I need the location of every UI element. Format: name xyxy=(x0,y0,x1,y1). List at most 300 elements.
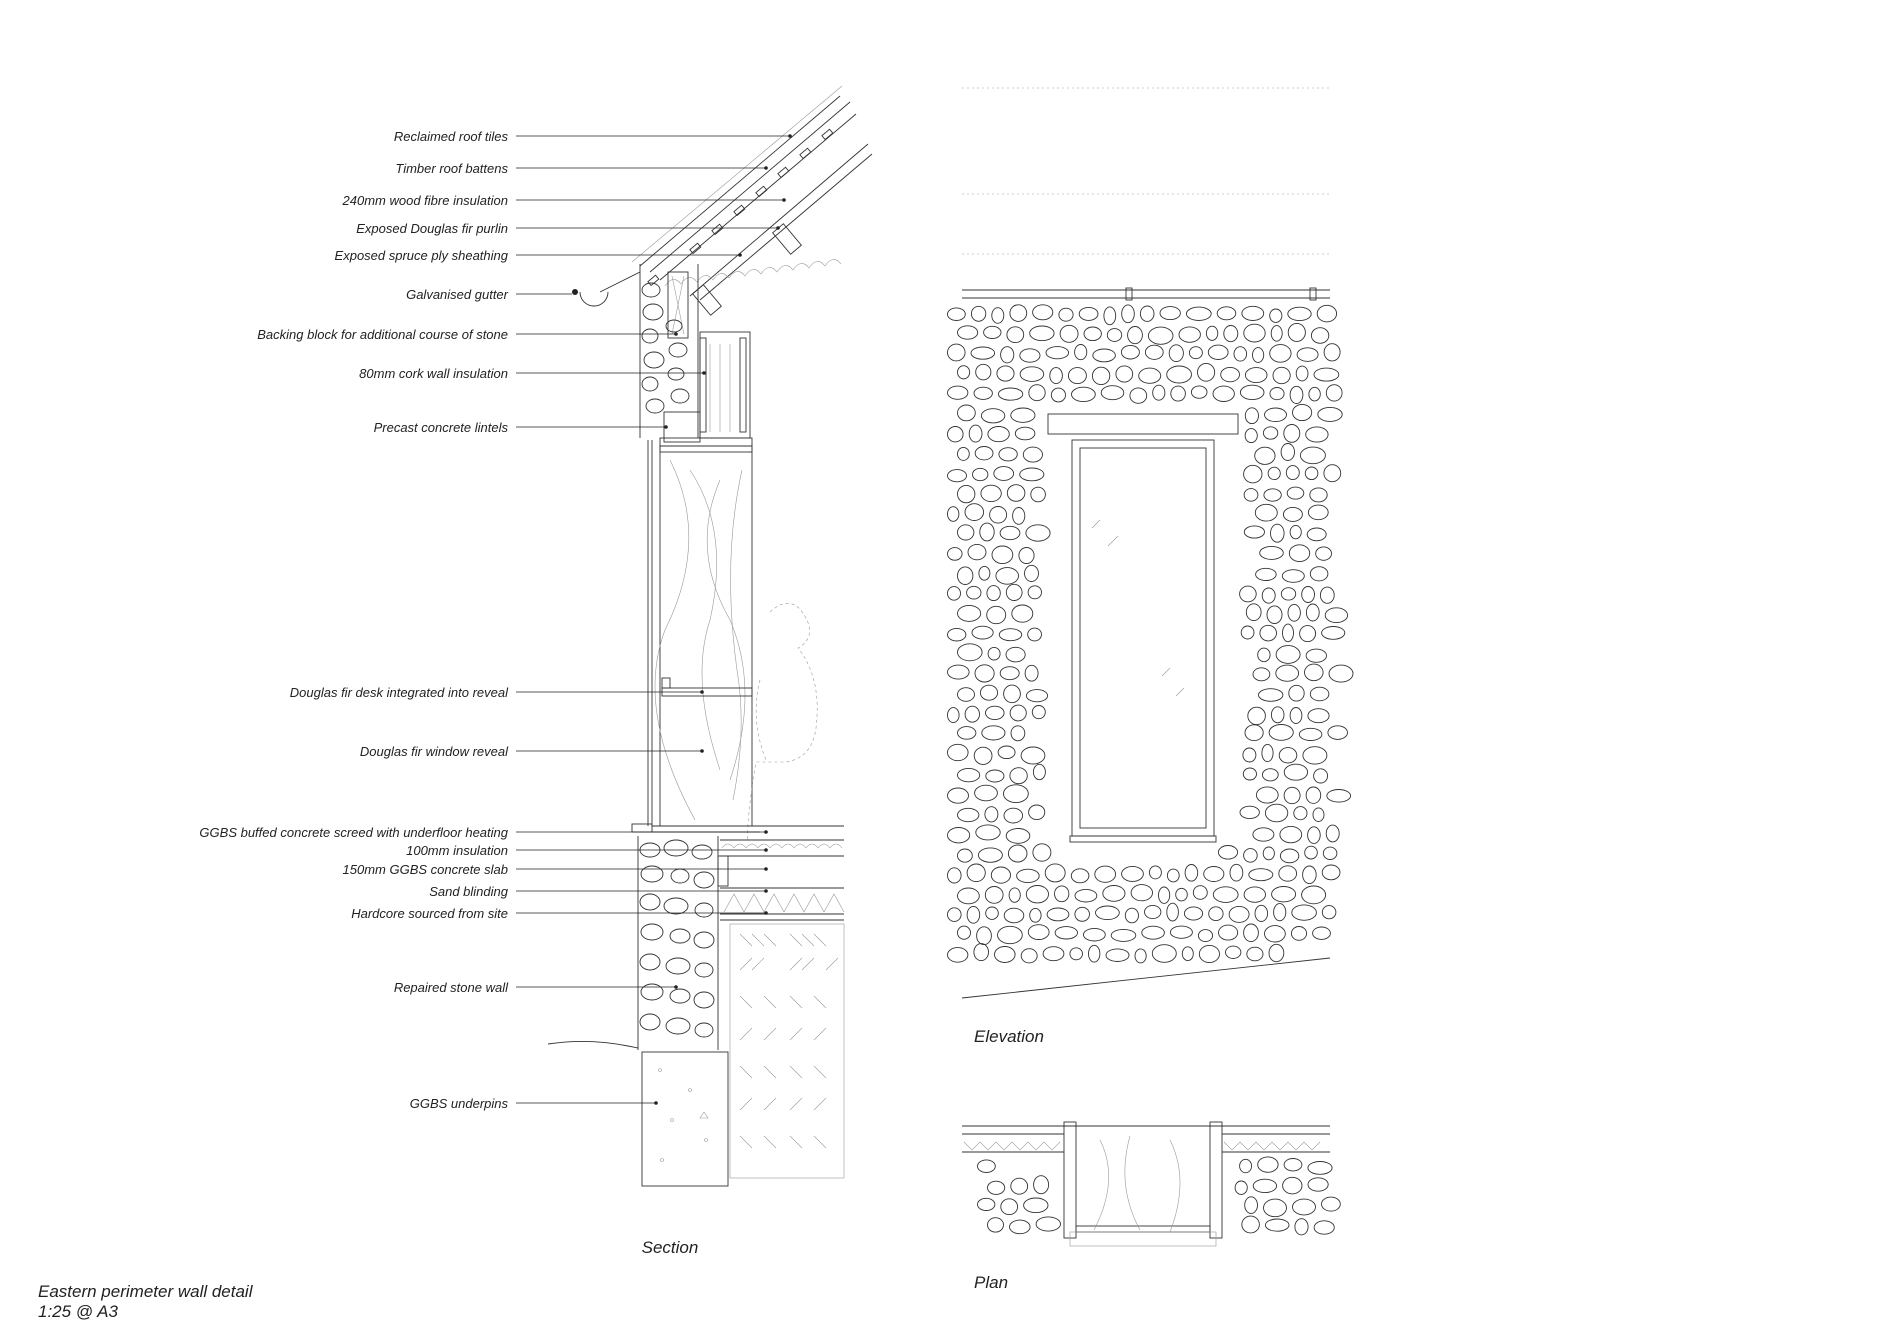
stone xyxy=(1276,665,1299,681)
stone xyxy=(990,507,1007,524)
stone xyxy=(958,405,976,421)
stone xyxy=(1104,307,1116,325)
stone xyxy=(1322,865,1340,880)
label-ply-sheathing: Exposed spruce ply sheathing xyxy=(334,248,508,263)
stone xyxy=(1004,808,1023,823)
stone xyxy=(1314,368,1339,381)
stone xyxy=(948,344,966,361)
stone xyxy=(974,387,992,399)
stone xyxy=(965,504,984,521)
stone xyxy=(1221,367,1240,381)
stone xyxy=(1070,948,1083,960)
stone xyxy=(1313,927,1331,939)
stone xyxy=(1272,887,1296,902)
stone xyxy=(1245,725,1263,741)
stone xyxy=(1292,905,1317,920)
label-backing-block: Backing block for additional course of stone xyxy=(257,327,508,342)
stone xyxy=(1299,728,1322,740)
label-sand-blinding: Sand blinding xyxy=(429,884,508,899)
stone xyxy=(984,326,1001,338)
stone xyxy=(987,586,1000,601)
stone xyxy=(948,427,964,442)
section-stone-wall-lower xyxy=(638,836,718,1050)
stone xyxy=(1006,829,1030,844)
stone xyxy=(1179,327,1200,342)
elevation-ground-line xyxy=(962,958,1330,998)
stone xyxy=(1170,926,1192,938)
stone xyxy=(958,808,979,821)
stone xyxy=(1286,466,1299,480)
stone xyxy=(1240,586,1257,602)
stone xyxy=(1289,545,1309,562)
stone xyxy=(1021,949,1037,963)
stone xyxy=(1111,929,1136,941)
stone xyxy=(1142,926,1165,939)
stone xyxy=(1244,324,1265,342)
stone xyxy=(1107,329,1121,342)
stone xyxy=(1071,869,1089,883)
label-purlin: Exposed Douglas fir purlin xyxy=(356,221,508,236)
stone xyxy=(1055,927,1077,939)
stone xyxy=(1253,348,1264,363)
stone xyxy=(988,427,1009,442)
stone xyxy=(965,706,979,722)
stone xyxy=(1323,847,1337,859)
stone xyxy=(992,546,1013,564)
stone xyxy=(1122,866,1144,881)
stone xyxy=(978,1160,996,1173)
stone xyxy=(1072,387,1096,401)
stone xyxy=(1240,385,1264,399)
stone xyxy=(974,944,989,961)
stone xyxy=(1159,887,1170,903)
stone xyxy=(1012,605,1033,622)
roof-buildup xyxy=(572,86,872,315)
stone xyxy=(978,1198,995,1210)
stone xyxy=(1169,345,1183,362)
stone xyxy=(1242,1216,1260,1233)
stone xyxy=(1320,587,1334,603)
stone xyxy=(1260,625,1277,641)
stone xyxy=(1310,687,1329,701)
stone xyxy=(1028,925,1049,940)
stone xyxy=(1122,305,1135,323)
stone xyxy=(1322,627,1345,640)
stone xyxy=(948,587,961,601)
stone xyxy=(1310,567,1328,581)
stone xyxy=(1284,787,1300,803)
stone xyxy=(948,908,962,922)
stone xyxy=(985,887,1003,904)
stone xyxy=(1160,307,1180,320)
stone xyxy=(1280,826,1302,842)
stone xyxy=(1263,847,1274,860)
stone xyxy=(1235,1181,1247,1194)
stone xyxy=(1033,764,1045,779)
stone xyxy=(1247,947,1263,961)
stone xyxy=(1269,944,1284,961)
stone xyxy=(1274,904,1286,921)
stone xyxy=(958,366,970,379)
stone xyxy=(969,425,982,442)
stone xyxy=(948,308,966,321)
stone xyxy=(1241,626,1254,639)
stone xyxy=(968,544,986,559)
stone xyxy=(1314,769,1328,783)
stone xyxy=(1253,828,1274,841)
stone xyxy=(948,868,962,883)
stone xyxy=(1288,323,1305,341)
stone xyxy=(1167,366,1192,383)
stone xyxy=(1007,485,1025,502)
stone xyxy=(1259,689,1283,702)
stone xyxy=(1318,407,1342,421)
stone xyxy=(1262,588,1275,603)
stone xyxy=(1288,604,1300,621)
stone xyxy=(1313,808,1324,822)
stone xyxy=(1176,888,1188,901)
stone xyxy=(1234,347,1247,361)
stone xyxy=(1004,908,1024,923)
stone xyxy=(1283,507,1302,521)
stone xyxy=(1265,804,1287,822)
stone xyxy=(1033,305,1053,320)
stone xyxy=(1145,345,1163,359)
stone xyxy=(1059,308,1073,321)
stone xyxy=(1219,925,1238,940)
stone xyxy=(1008,845,1027,862)
stone xyxy=(981,485,1001,501)
elevation-title: Elevation xyxy=(974,1027,1044,1046)
stone xyxy=(1288,307,1311,320)
stone xyxy=(1068,368,1086,384)
stone xyxy=(1303,866,1317,884)
label-concrete-lintels: Precast concrete lintels xyxy=(373,420,508,435)
stone xyxy=(1270,309,1282,322)
stone xyxy=(1229,906,1249,922)
stone xyxy=(1244,465,1262,483)
stone xyxy=(1263,427,1277,439)
stone xyxy=(1193,886,1207,900)
stone xyxy=(1139,368,1161,383)
stone xyxy=(1317,305,1336,322)
stone xyxy=(1245,429,1257,443)
stone xyxy=(978,848,1002,862)
stone xyxy=(1204,867,1224,882)
stone xyxy=(1295,1219,1308,1235)
sheet-caption: Eastern perimeter wall detail xyxy=(38,1282,253,1301)
stone xyxy=(1046,347,1069,359)
stone xyxy=(1255,905,1268,921)
stone xyxy=(1033,844,1051,861)
stone xyxy=(1152,945,1176,963)
stone xyxy=(1255,504,1277,521)
stone xyxy=(971,347,995,359)
stone xyxy=(1279,866,1297,881)
stone xyxy=(975,665,994,682)
stone xyxy=(1017,869,1040,882)
stone xyxy=(967,864,985,882)
stone xyxy=(988,1181,1005,1194)
stone xyxy=(987,606,1006,623)
stone xyxy=(1325,608,1347,623)
stone xyxy=(1262,744,1273,761)
stone xyxy=(958,644,983,661)
stone xyxy=(1191,386,1207,398)
stone xyxy=(1010,768,1027,784)
stone xyxy=(1224,326,1238,342)
stone xyxy=(1262,769,1278,781)
stone xyxy=(1128,327,1143,344)
stone xyxy=(1270,388,1284,400)
stone xyxy=(958,525,974,540)
stone xyxy=(1308,1162,1332,1175)
stone xyxy=(1009,888,1020,902)
stone xyxy=(958,926,971,939)
stone xyxy=(1034,1176,1049,1194)
stone xyxy=(1004,785,1029,803)
stone xyxy=(1140,306,1154,321)
stone xyxy=(1131,885,1152,901)
stone xyxy=(1287,487,1304,499)
earth-hatch xyxy=(730,924,844,1178)
stone xyxy=(958,768,980,781)
stone xyxy=(948,948,968,963)
stone xyxy=(1213,386,1234,401)
stone xyxy=(1326,825,1339,842)
label-concrete-slab: 150mm GGBS concrete slab xyxy=(342,862,508,877)
stone xyxy=(1189,347,1202,359)
stone xyxy=(1106,949,1129,962)
stone xyxy=(1000,526,1020,539)
stone xyxy=(1015,427,1035,440)
stone xyxy=(958,605,981,621)
stone xyxy=(1130,388,1147,403)
stone xyxy=(986,770,1004,782)
stone xyxy=(1198,930,1212,942)
stone xyxy=(1006,647,1025,662)
stone xyxy=(1328,726,1348,740)
stone xyxy=(1244,526,1264,538)
stone xyxy=(1010,705,1026,721)
label-stone-wall: Repaired stone wall xyxy=(393,980,508,995)
stone xyxy=(948,788,969,803)
stone xyxy=(980,523,994,541)
stone xyxy=(988,647,1000,660)
stone xyxy=(1243,768,1256,780)
stone xyxy=(1240,1159,1252,1172)
stone xyxy=(1209,907,1223,921)
stone xyxy=(1217,307,1236,320)
stone xyxy=(958,326,978,339)
stone xyxy=(1125,908,1138,923)
section-drawing xyxy=(548,86,872,1186)
stone xyxy=(1226,946,1241,958)
stone xyxy=(1324,344,1340,361)
stone xyxy=(975,785,998,801)
stone xyxy=(1296,366,1308,381)
stone xyxy=(1096,906,1120,920)
stone xyxy=(1149,866,1161,879)
stone xyxy=(1148,327,1173,344)
stone xyxy=(1026,886,1048,903)
stone xyxy=(971,306,985,321)
stone xyxy=(976,825,1000,840)
stone xyxy=(1030,326,1054,341)
stone xyxy=(1026,690,1047,702)
stone xyxy=(1322,1197,1341,1211)
stone xyxy=(1206,326,1217,340)
stone xyxy=(1265,1219,1289,1231)
plan-title: Plan xyxy=(974,1273,1009,1292)
stone xyxy=(1270,345,1291,363)
stone xyxy=(998,746,1015,759)
stone xyxy=(948,628,966,641)
stone xyxy=(1244,849,1258,863)
stone xyxy=(1243,748,1256,762)
elevation-drawing xyxy=(948,88,1354,998)
stone xyxy=(1028,586,1041,599)
stone xyxy=(1025,665,1038,681)
stone xyxy=(1244,887,1265,902)
window-section xyxy=(648,440,817,842)
stone xyxy=(977,927,992,945)
stone xyxy=(988,1218,1004,1232)
stone xyxy=(1242,306,1264,320)
stone xyxy=(1051,388,1065,402)
label-cork-insulation: 80mm cork wall insulation xyxy=(359,366,508,381)
stone xyxy=(981,409,1004,423)
stone xyxy=(1135,949,1146,963)
stone xyxy=(1264,489,1281,501)
stone xyxy=(997,366,1014,381)
stone xyxy=(958,727,976,740)
stone xyxy=(974,747,992,764)
stone xyxy=(991,867,1010,883)
stone xyxy=(994,467,1014,481)
stone xyxy=(1258,648,1270,662)
stone xyxy=(1280,849,1298,863)
stone xyxy=(948,665,970,679)
stone xyxy=(1050,368,1063,384)
stone xyxy=(973,468,988,480)
label-underpins: GGBS underpins xyxy=(409,1096,508,1111)
stone xyxy=(1030,908,1041,922)
stone xyxy=(1293,1199,1316,1215)
stone xyxy=(948,386,968,399)
stone xyxy=(1167,869,1179,882)
stone xyxy=(967,906,980,923)
stone xyxy=(948,744,969,760)
plan-stones xyxy=(978,1157,1341,1235)
stone xyxy=(1271,524,1285,542)
stone xyxy=(1026,525,1050,541)
stone xyxy=(1092,367,1109,384)
plan-drawing xyxy=(962,1122,1340,1246)
stone xyxy=(1308,505,1328,520)
stone xyxy=(1265,408,1287,422)
stone xyxy=(1213,887,1238,903)
stone xyxy=(1245,1197,1258,1214)
stone xyxy=(1294,807,1307,820)
stone xyxy=(1010,305,1027,322)
stone xyxy=(1025,565,1039,581)
stone xyxy=(1306,787,1321,803)
stone xyxy=(1036,1217,1060,1231)
stone xyxy=(1116,366,1133,382)
stone xyxy=(1253,1179,1276,1192)
stone xyxy=(1309,387,1320,401)
stone xyxy=(992,308,1004,324)
stone xyxy=(1006,584,1022,600)
stone xyxy=(1264,1199,1287,1217)
stone xyxy=(1198,363,1215,381)
stone xyxy=(1089,945,1100,962)
stone xyxy=(1011,1178,1028,1194)
stone xyxy=(1023,447,1042,462)
section-title: Section xyxy=(641,1238,699,1257)
stone xyxy=(1024,1198,1048,1213)
stone xyxy=(1043,947,1064,961)
stone xyxy=(1186,307,1211,320)
stone xyxy=(1281,588,1295,600)
stone xyxy=(1281,444,1294,461)
elevation-stones xyxy=(948,305,1354,963)
label-floor-insulation: 100mm insulation xyxy=(406,843,508,858)
stone xyxy=(1258,1157,1278,1172)
stone xyxy=(948,828,970,843)
stone xyxy=(1310,488,1327,502)
stone xyxy=(1101,386,1124,400)
stone xyxy=(1255,447,1275,464)
stone xyxy=(1032,706,1045,719)
stone xyxy=(1265,926,1286,942)
stone xyxy=(1246,604,1261,621)
stone xyxy=(1230,864,1243,881)
stone xyxy=(1028,628,1042,641)
stone xyxy=(1121,345,1139,359)
stone xyxy=(980,685,997,700)
stone xyxy=(958,447,970,460)
stone xyxy=(1268,467,1280,479)
stone xyxy=(1284,764,1307,780)
stone xyxy=(1021,747,1045,764)
label-roof-tiles: Reclaimed roof tiles xyxy=(393,129,508,144)
stone xyxy=(1284,1159,1302,1171)
stone xyxy=(958,888,980,904)
stone xyxy=(1316,547,1332,560)
stone xyxy=(1019,548,1034,564)
stone xyxy=(1293,404,1312,420)
label-roof-battens: Timber roof battens xyxy=(395,161,508,176)
stone xyxy=(1055,886,1069,902)
label-wood-fibre-insulation: 240mm wood fibre insulation xyxy=(342,193,508,208)
stone xyxy=(985,807,998,822)
stone xyxy=(948,507,959,522)
stone xyxy=(1020,349,1040,362)
stone xyxy=(1013,508,1025,525)
stone xyxy=(1185,865,1198,882)
ground-line xyxy=(548,1041,638,1048)
stone xyxy=(1084,928,1106,941)
stone xyxy=(1290,708,1302,724)
stone xyxy=(995,947,1016,963)
stone xyxy=(1276,646,1300,664)
stone xyxy=(1284,425,1300,443)
stone xyxy=(998,926,1023,943)
stone xyxy=(1182,947,1193,961)
stone xyxy=(1010,1220,1031,1234)
